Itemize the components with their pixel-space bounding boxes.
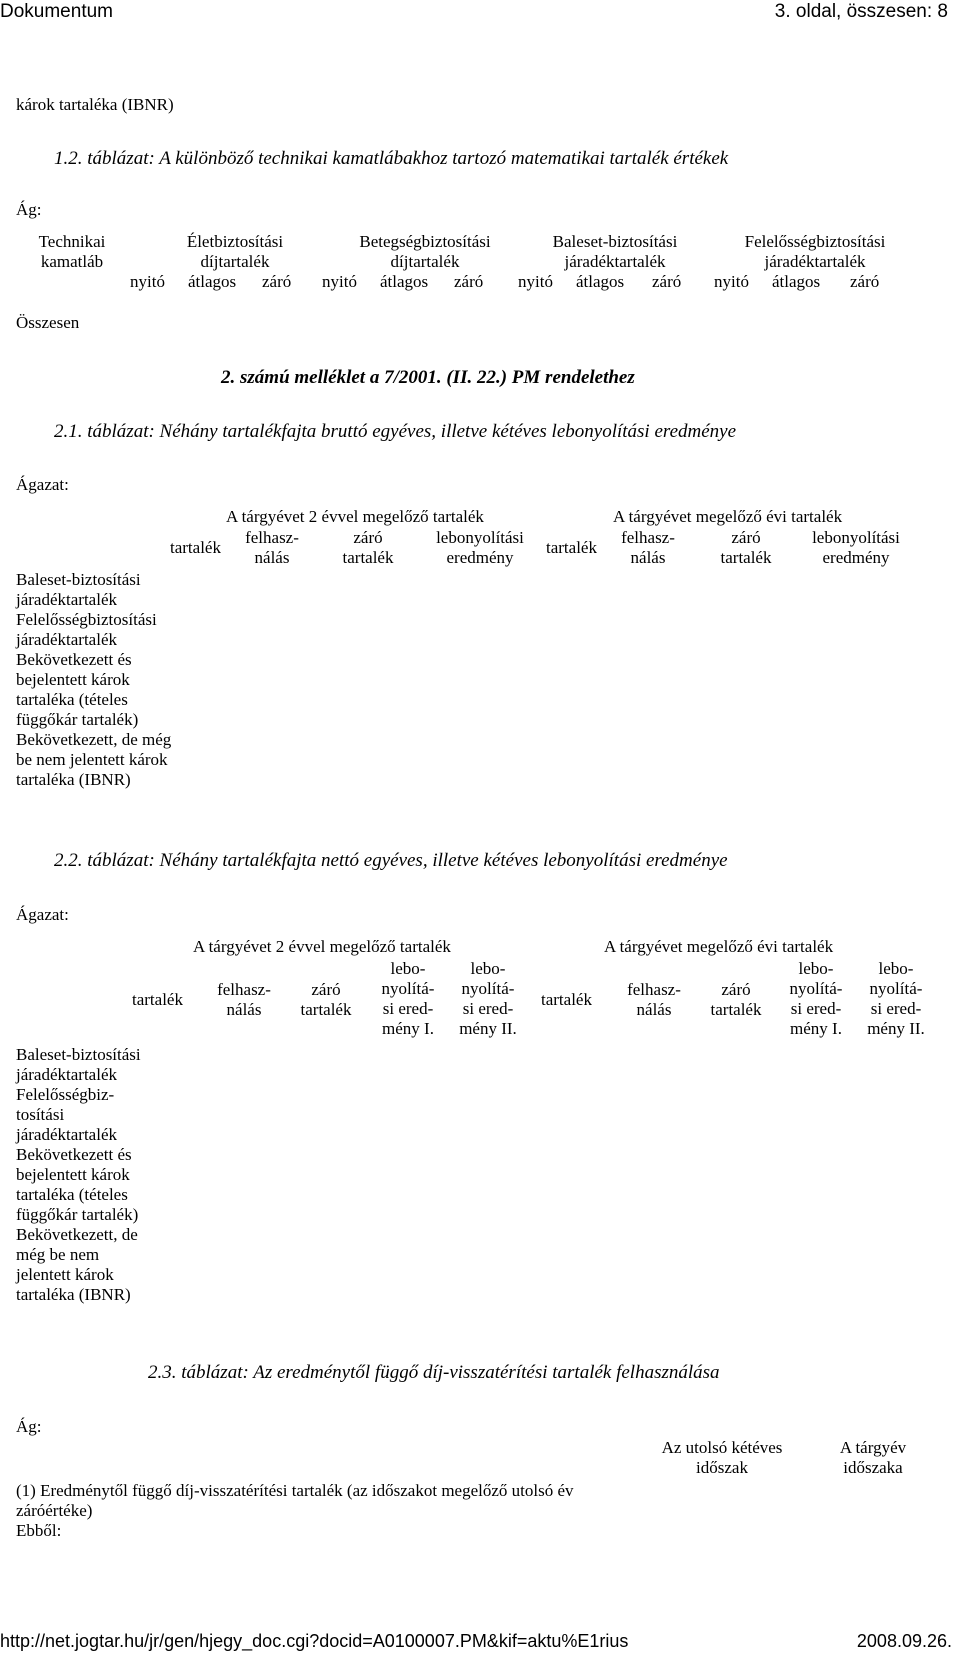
col-closing-reserve: záró tartalék [300, 980, 352, 1019]
col-run-off-result: lebonyolítási eredmény [436, 528, 524, 567]
col-technical-rate: Technikai kamatláb [38, 232, 106, 271]
table-2-2-title: 2.2. táblázat: Néhány tartalékfajta nettó egyéves, illetve kétéves lebonyolítási eredménye [54, 850, 728, 871]
table-1-2-title: 1.2. táblázat: A különböző technikai kamatlábakhoz tartozó matematikai tartalék értékek [54, 148, 729, 169]
col-usage: felhasz- nálás [621, 528, 675, 567]
subcol-close: záró [262, 272, 292, 291]
subcol-close: záró [850, 272, 880, 291]
col-current-year-period: A tárgyév időszaka [839, 1438, 907, 1477]
continued-text: károk tartaléka (IBNR) [16, 95, 174, 114]
row-of-which: Ebből: [16, 1521, 62, 1540]
col-closing-reserve: záró tartalék [720, 528, 772, 567]
subcol-open: nyitó [714, 272, 749, 291]
col-reserve: tartalék [132, 990, 183, 1009]
col-run-off-result-1: lebo- nyolítá- si ered- mény I. [789, 959, 843, 1038]
col-run-off-result-2: lebo- nyolítá- si ered- mény II. [459, 959, 517, 1038]
table-2-1-row-labels: Baleset-biztosítási járadéktartalék Felelősségbiztosítási járadéktartalék Bekövetkezett és bejelentett károk tartaléka (tételes függőkár tartalék) Bekövetkezett, de még be nem jelentett károk tartaléka (IBNR) [16, 570, 172, 789]
table-1-2-branch-label: Ág: [16, 200, 42, 219]
col-last-two-year-period: Az utolsó kétéves időszak [661, 1438, 783, 1477]
row-profit-dependent-refund-reserve: (1) Eredménytől függő díj-visszatérítési tartalék (az időszakot megelőző utolsó év záróértéke) [16, 1481, 574, 1520]
group-previous-year: A tárgyévet megelőző évi tartalék [604, 937, 834, 956]
col-group-accident: Baleset-biztosítási járadéktartalék [552, 232, 678, 271]
document-title: Dokumentum [0, 1, 113, 22]
subcol-close: záró [454, 272, 484, 291]
page-counter: 3. oldal, összesen: 8 [774, 1, 948, 22]
subcol-average: átlagos [380, 272, 429, 291]
subcol-close: záró [652, 272, 682, 291]
col-reserve: tartalék [170, 538, 221, 557]
footer-date: 2008.09.26. [856, 1631, 952, 1651]
col-group-health: Betegségbiztosítási díjtartalék [359, 232, 491, 271]
footer-url: http://net.jogtar.hu/jr/gen/hjegy_doc.cgi?docid=A0100007.PM&kif=aktu%E1rius [0, 1631, 629, 1651]
subcol-open: nyitó [518, 272, 553, 291]
col-closing-reserve: záró tartalék [710, 980, 762, 1019]
col-run-off-result-1: lebo- nyolítá- si ered- mény I. [381, 959, 435, 1038]
table-2-1-sector-label: Ágazat: [16, 475, 69, 494]
table-2-3-title: 2.3. táblázat: Az eredménytől függő díj-visszatérítési tartalék felhasználása [148, 1362, 720, 1383]
col-usage: felhasz- nálás [217, 980, 271, 1019]
subcol-average: átlagos [576, 272, 625, 291]
col-run-off-result-2: lebo- nyolítá- si ered- mény II. [867, 959, 925, 1038]
subcol-open: nyitó [130, 272, 165, 291]
group-previous-year: A tárgyévet megelőző évi tartalék [613, 507, 843, 526]
total-row-label: Összesen [16, 313, 80, 332]
subcol-open: nyitó [322, 272, 357, 291]
table-2-3-branch-label: Ág: [16, 1417, 42, 1436]
annex-title: 2. számú melléklet a 7/2001. (II. 22.) PM rendelethez [221, 367, 635, 388]
group-two-years-before: A tárgyévet 2 évvel megelőző tartalék [193, 937, 451, 956]
col-run-off-result: lebonyolítási eredmény [812, 528, 900, 567]
subcol-average: átlagos [188, 272, 237, 291]
subcol-average: átlagos [772, 272, 821, 291]
col-reserve: tartalék [546, 538, 597, 557]
col-usage: felhasz- nálás [245, 528, 299, 567]
col-reserve: tartalék [541, 990, 592, 1009]
table-2-1-title: 2.1. táblázat: Néhány tartalékfajta bruttó egyéves, illetve kétéves lebonyolítási eredménye [54, 421, 737, 442]
col-group-life: Életbiztosítási díjtartalék [186, 232, 284, 271]
table-2-2-row-labels: Baleset-biztosítási járadéktartalék Felelősségbiz- tosítási járadéktartalék Bekövetkezett és bejelentett károk tartaléka (tételes függőkár tartalék) Bekövetkezett, de még be nem jelentett károk tartaléka (IBNR) [16, 1045, 141, 1304]
group-two-years-before: A tárgyévet 2 évvel megelőző tartalék [226, 507, 484, 526]
col-closing-reserve: záró tartalék [342, 528, 394, 567]
col-usage: felhasz- nálás [627, 980, 681, 1019]
col-group-liability: Felelősségbiztosítási járadéktartalék [744, 232, 886, 271]
table-2-2-sector-label: Ágazat: [16, 905, 69, 924]
